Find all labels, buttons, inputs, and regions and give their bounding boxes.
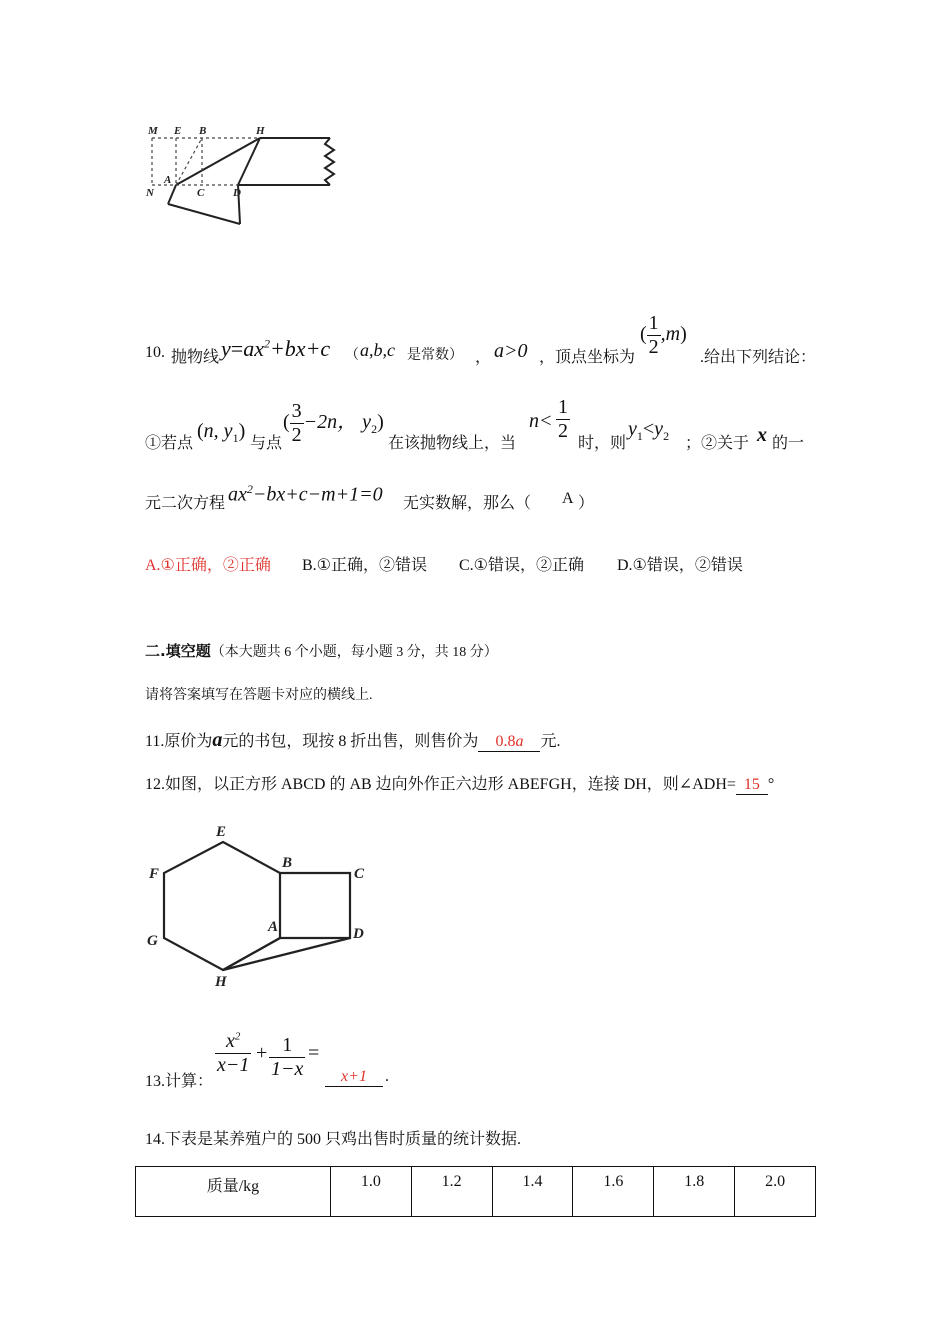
label-F: F (149, 866, 160, 882)
mass-table (135, 1166, 816, 1217)
table-cell: 1.6 (573, 1167, 654, 1217)
option-d: D.①错误，②错误 (617, 557, 743, 574)
y-compare: $y_1<y_2$ (628, 418, 670, 443)
on-parabola: 在该抛物线上，当 (388, 435, 517, 452)
q10-comma: ， (475, 349, 492, 366)
close-paren: ） (578, 495, 595, 512)
point-1: (n, $y_1$) (197, 420, 246, 445)
with-label: 与点 (250, 435, 283, 452)
fraction-2: $\frac{1}{1-x}$ (271, 1034, 304, 1080)
q10-number: 10. (145, 344, 165, 361)
hexagon-square-figure (142, 816, 382, 994)
cond1-label: ①若点 (145, 435, 194, 452)
q10-text-end: .给出下列结论： (700, 349, 817, 366)
label-A: A (268, 919, 279, 935)
q13-answer: x+1 (325, 1068, 383, 1087)
x-var: x (757, 424, 767, 446)
label-E: E (174, 125, 182, 137)
cond2-label: ；②关于 (685, 435, 750, 452)
table-row (136, 1167, 816, 1217)
label-E: E (216, 824, 227, 840)
n-less: n< (529, 410, 553, 432)
label-M: M (148, 125, 158, 137)
table-cell: 1.4 (492, 1167, 573, 1217)
table-cell: 2.0 (735, 1167, 816, 1217)
q10-abc: a,b,c (360, 340, 395, 360)
q10-paren: （ (345, 348, 359, 363)
label-B: B (199, 125, 207, 137)
option-b: B.①正确，②错误 (302, 557, 428, 574)
equation: $ax^2-bx+c-m+1=0$ (228, 482, 383, 506)
label-D: D (233, 187, 241, 199)
half-fraction: $\frac{1}{2}$ (558, 396, 568, 442)
label-N: N (146, 187, 154, 199)
label-H: H (215, 974, 227, 990)
table-cell: 1.8 (654, 1167, 735, 1217)
label-C: C (354, 866, 365, 882)
label-B: B (282, 855, 293, 871)
q10-const: 是常数） (407, 348, 463, 363)
option-a: A.①正确，②正确 (145, 557, 271, 574)
q10-vertex: ( $\frac{1}{2}$ ,m) (640, 312, 687, 358)
q10-a-positive: a>0 (494, 340, 528, 362)
point-2: ( $\frac{3}{2}$ −2n， $y_2$) (283, 400, 384, 446)
folded-strip-figure (142, 124, 342, 230)
label-C: C (197, 187, 205, 199)
q12-answer: 15 (736, 776, 768, 795)
label-A: A (164, 174, 172, 186)
label-D: D (353, 926, 364, 942)
question-11: 11.原价为a元的书包，现按 8 折出售，则售价为 0.8a 元. (145, 729, 561, 751)
fraction-1: $\frac{x^2}{x-1}$ (217, 1030, 250, 1076)
table-cell: 1.2 (411, 1167, 492, 1217)
q10-text: 抛物线 (171, 349, 220, 366)
option-c: C.①错误，②正确 (459, 557, 585, 574)
then-label: 时，则 (578, 435, 627, 452)
q11-answer: 0.8a (478, 733, 540, 752)
section-heading: 二.填空题（本大题共 6 个小题，每小题 3 分，共 18 分） (145, 642, 498, 660)
q10-answer: A (562, 490, 574, 507)
question-14: 14.下表是某养殖户的 500 只鸡出售时质量的统计数据. (145, 1131, 522, 1148)
table-cell: 1.0 (330, 1167, 411, 1217)
no-solution-text: 无实数解，那么（ (403, 495, 532, 512)
of-label: 的一 (772, 435, 805, 452)
equation-label: 元二次方程 (145, 495, 226, 512)
table-header: 质量/kg (136, 1167, 331, 1217)
label-H: H (256, 125, 265, 137)
question-12: 12.如图，以正方形 ABCD 的 AB 边向外作正六边形 ABEFGH，连接 DH，则∠ADH= 15 ° (145, 776, 775, 793)
q10-function: $y=ax^2+bx+c$ (221, 336, 331, 361)
section-instruction: 请将答案填写在答题卡对应的横线上. (145, 688, 373, 703)
q10-vertex-label: ，顶点坐标为 (539, 349, 636, 366)
label-G: G (147, 933, 158, 949)
